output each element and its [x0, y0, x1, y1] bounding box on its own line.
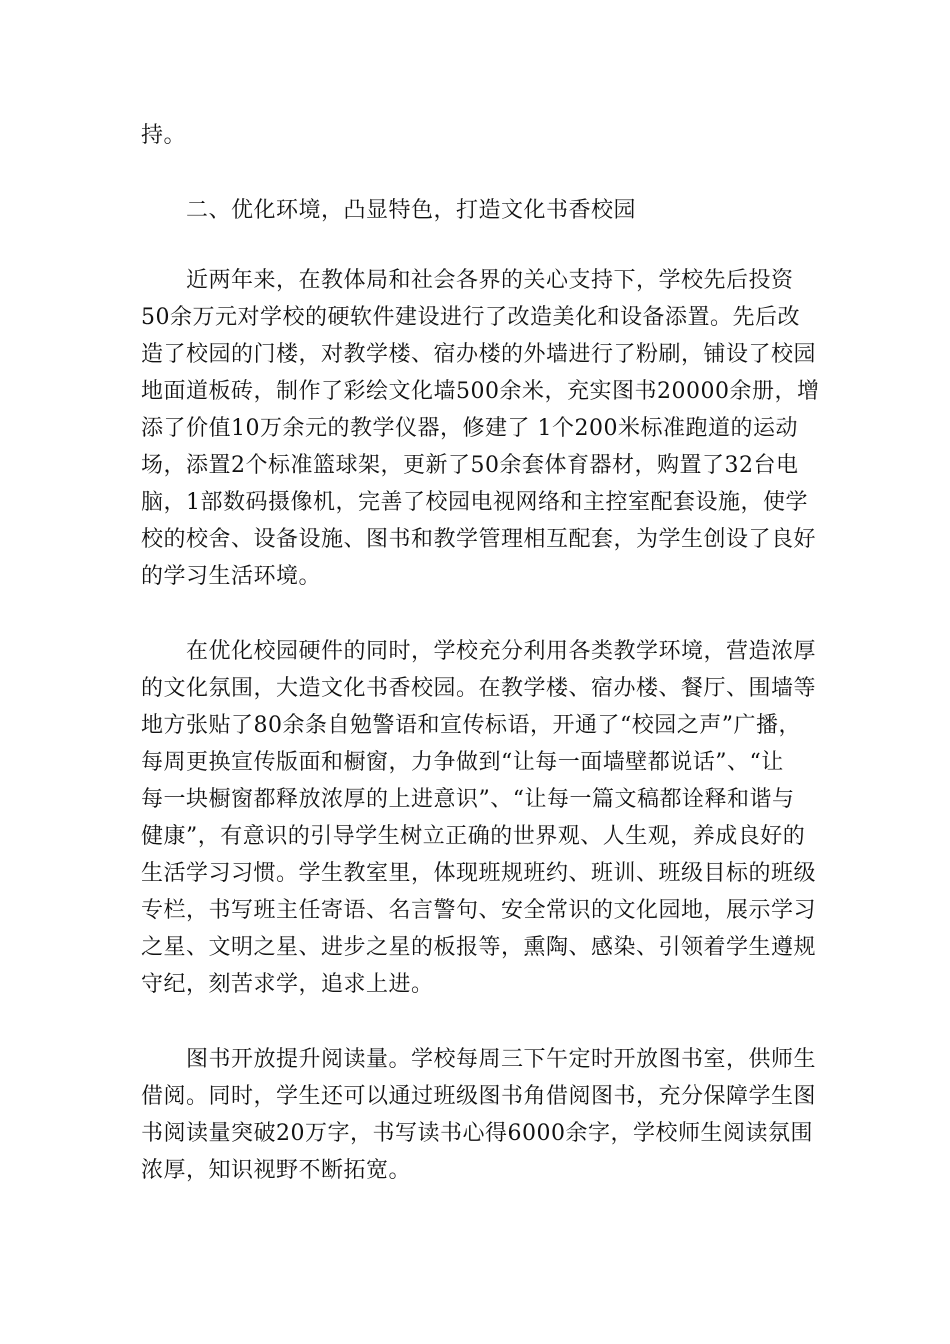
text-line: 校的校舍、设备设施、图书和教学管理相互配套，为学生创设了良好 [141, 527, 817, 552]
heading-text: 二、优化环境，凸显特色，打造文化书香校园 [186, 198, 637, 223]
continuation-text [141, 117, 811, 154]
section-heading [141, 192, 811, 229]
text-line: 脑，1部数码摄像机，完善了校园电视网络和主控室配套设施，使学 [141, 490, 808, 515]
text-line: 的文化氛围，大造文化书香校园。在教学楼、宿办楼、餐厅、围墙等 [141, 676, 817, 701]
text-line: 地面道板砖，制作了彩绘文化墙500余米，充实图书20000余册，增 [141, 379, 820, 404]
text-line: 浓厚，知识视野不断拓宽。 [141, 1158, 412, 1183]
text-line: 50余万元对学校的硬软件建设进行了改造美化和设备添置。先后改 [141, 305, 800, 330]
text-line: 持。 [141, 123, 187, 148]
text-line: 书阅读量突破20万字，书写读书心得6000余字，学校师生阅读氛围 [141, 1121, 813, 1146]
text-line: 每周更换宣传版面和橱窗，力争做到“让每一面墙壁都说话”、“让 [141, 750, 784, 775]
paragraph-culture [141, 633, 817, 1003]
text-line: 健康”，有意识的引导学生树立正确的世界观、人生观，养成良好的 [141, 824, 806, 849]
text-line: 之星、文明之星、进步之星的板报等，熏陶、感染、引领着学生遵规 [141, 935, 817, 960]
text-line: 生活学习习惯。学生教室里，体现班规班约、班训、班级目标的班级 [141, 861, 817, 886]
text-line: 图书开放提升阅读量。学校每周三下午定时开放图书室，供师生 [186, 1047, 817, 1072]
text-line: 场，添置2个标准篮球架，更新了50余套体育器材，购置了32台电 [141, 453, 799, 478]
text-line: 近两年来，在教体局和社会各界的关心支持下，学校先后投资 [186, 268, 794, 293]
text-line: 借阅。同时，学生还可以通过班级图书角借阅图书，充分保障学生图 [141, 1084, 817, 1109]
text-line: 每一块橱窗都释放浓厚的上进意识”、“让每一篇文稿都诠释和谐与 [141, 787, 795, 812]
text-line: 造了校园的门楼，对教学楼、宿办楼的外墙进行了粉刷，铺设了校园 [141, 342, 817, 367]
text-line: 地方张贴了80余条自勉警语和宣传标语，开通了“校园之声”广播， [141, 713, 801, 738]
text-line: 在优化校园硬件的同时，学校充分利用各类教学环境，营造浓厚 [186, 639, 817, 664]
text-line: 添了价值10万余元的教学仪器，修建了 1个200米标准跑道的运动 [141, 416, 798, 441]
text-line: 守纪，刻苦求学，追求上进。 [141, 972, 434, 997]
text-line: 专栏，书写班主任寄语、名言警句、安全常识的文化园地，展示学习 [141, 898, 817, 923]
paragraph-renovation [141, 262, 820, 595]
paragraph-library [141, 1041, 817, 1189]
text-line: 的学习生活环境。 [141, 564, 322, 589]
